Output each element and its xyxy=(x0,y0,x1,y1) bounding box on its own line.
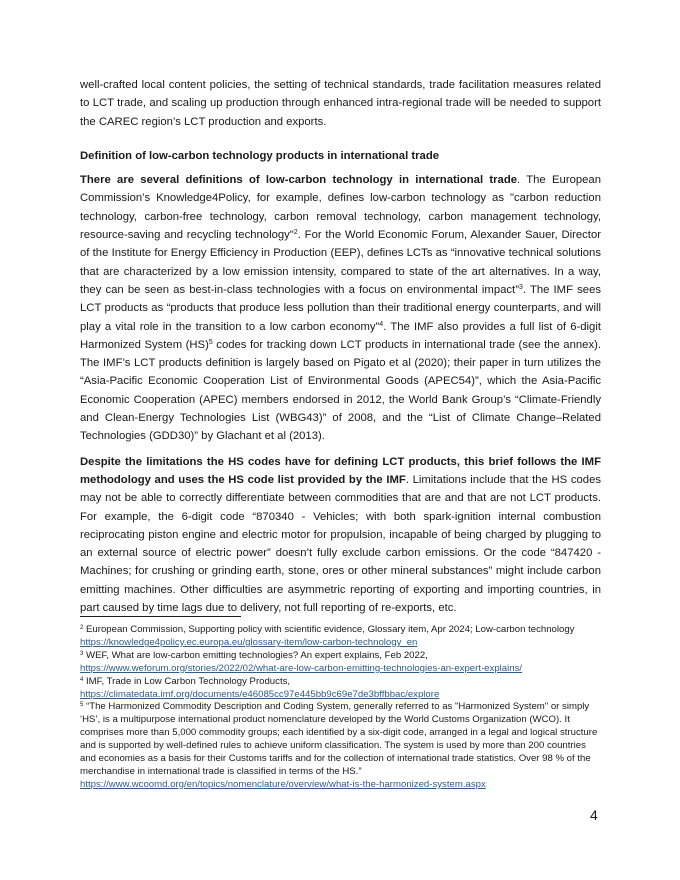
footnote-ref-3[interactable]: 3 xyxy=(518,283,523,291)
main-content xyxy=(80,76,601,617)
definitions-text-5: codes for tracking down LCT products in international trade (see the annex). The IMF’s LCT products definition is largely based on Pigato et al (2020); their paper in turn utilizes the “Asia-Pacific Economic Cooperation List of Environmental Goods (APEC54)”, which the Asia-Pacific Economic Cooperation (APEC) members endorsed in 2012, the World Bank Group’s “Climate-Friendly and Clean-Energy Technologies List (WBG43)” of 2008, and the “List of Climate Change–Related Technologies (GDD30)” by Glachant et al (2013). xyxy=(80,338,601,443)
footnote-divider xyxy=(80,616,241,617)
definitions-text-3: . The IMF sees LCT products as “products that produce less pollution than their traditional energy counterparts, and will play a vital role in the transition to a low carbon economy” xyxy=(80,283,601,333)
footnote-3 xyxy=(80,650,601,676)
footnote-link[interactable]: https://climatedata.imf.org/documents/e46085cc97e445bb9c69e7de3bffbbac/explore xyxy=(80,688,440,700)
footnote-text: WEF, What are low-carbon emitting technologies? An expert explains, Feb 2022, xyxy=(83,649,428,661)
footnote-link[interactable]: https://knowledge4policy.ec.europa.eu/glossary-item/low-carbon-technology_en xyxy=(80,636,418,648)
definitions-text-2: . For the World Economic Forum, Alexander Sauer, Director of the Institute for Energy Efficiency in Production (EEP), defines LCTs as “innovative technical solutions that are characterized by a low emission intensity, compared to state of the art alternatives. In a way, they can be seen as best-in-class technologies with a focus on environmental impact” xyxy=(80,229,601,296)
footnote-5 xyxy=(80,701,601,791)
definitions-lead: There are several definitions of low-carbon technology in international trade xyxy=(80,174,518,187)
definitions-text-1: . The European Commission’s Knowledge4Policy, for example, defines low-carbon technology as "carbon reduction technology, carbon-free technology, carbon removal technology, carbon management technology, resource-saving and recycling technology" xyxy=(80,174,601,242)
footnote-text: IMF, Trade in Low Carbon Technology Products, xyxy=(83,675,291,687)
definitions-paragraph xyxy=(80,171,601,445)
footnote-4 xyxy=(80,676,601,702)
footnote-ref-2[interactable]: 2 xyxy=(293,229,298,237)
footnote-number: 4 xyxy=(80,676,84,683)
footnotes xyxy=(80,624,601,792)
footnote-ref-4[interactable]: 4 xyxy=(379,320,384,328)
footnote-link[interactable]: https://www.wcoomd.org/en/topics/nomenclature/overview/what-is-the-harmonized-system.aspx xyxy=(80,778,486,790)
footnote-ref-5[interactable]: 5 xyxy=(208,338,213,346)
definitions-text-4: . The IMF also provides a full list of 6-digit Harmonized System (HS) xyxy=(80,320,601,351)
footnote-number: 5 xyxy=(80,702,84,709)
footnote-link[interactable]: https://www.weforum.org/stories/2022/02/what-are-low-carbon-emitting-technologies-an-expert-explains/ xyxy=(80,662,523,674)
page-number: 4 xyxy=(590,807,598,823)
footnote-2 xyxy=(80,624,601,650)
section-heading: Definition of low-carbon technology products in international trade xyxy=(80,149,439,162)
footnote-number: 2 xyxy=(80,625,84,631)
footnote-number: 3 xyxy=(80,650,84,657)
limitations-paragraph xyxy=(80,453,601,618)
intro-paragraph: well-crafted local content policies, the setting of technical standards, trade facilitation measures related to LCT trade, and scaling up production through enhanced intra-regional trade will be needed to support the CAREC region’s LCT production and exports. xyxy=(80,79,601,128)
limitations-text: . Limitations include that the HS codes may not be able to correctly differentiate between commodities that are and that are not LCT products. For example, the 6-digit code “870340 - Vehicles; with both spark-ignition internal combustion reciprocating piston engine and electric motor for propulsion, incapable of being charged by plugging to an external source of electric power” doesn’t fully exclude carbon emissions. Or the code “847420 - Machines; for crushing or grinding earth, stone, ores or other mineral substances” might include carbon emitting machines. Other difficulties are asymmetric reporting of exporting and importing countries, in part caused by time lags due to delivery, not full reporting of re-exports, etc. xyxy=(80,473,601,615)
footnote-text: European Commission, Supporting policy with scientific evidence, Glossary item, Apr 2024; Low-carbon technology xyxy=(83,624,575,635)
footnote-text: “The Harmonized Commodity Description and Coding System, generally referred to as "Harmonized System" or simply ‘HS’, is a multipurpose international product nomenclature developed by the World Customs Organization (WCO). It comprises more than 5,000 commodity groups; each identified by a six-digit code, arranged in a legal and logical structure and is supported by well-defined rules to achieve uniform classification. The system is used by more than 200 countries and economies as a basis for their Customs tariffs and for the collection of international trade statistics. Over 98 % of the merchandise in international trade is classified in terms of the HS.” xyxy=(80,701,598,777)
limitations-lead: Despite the limitations the HS codes have for defining LCT products, this brief follows the IMF methodology and uses the HS code list provided by the IMF xyxy=(80,455,601,486)
